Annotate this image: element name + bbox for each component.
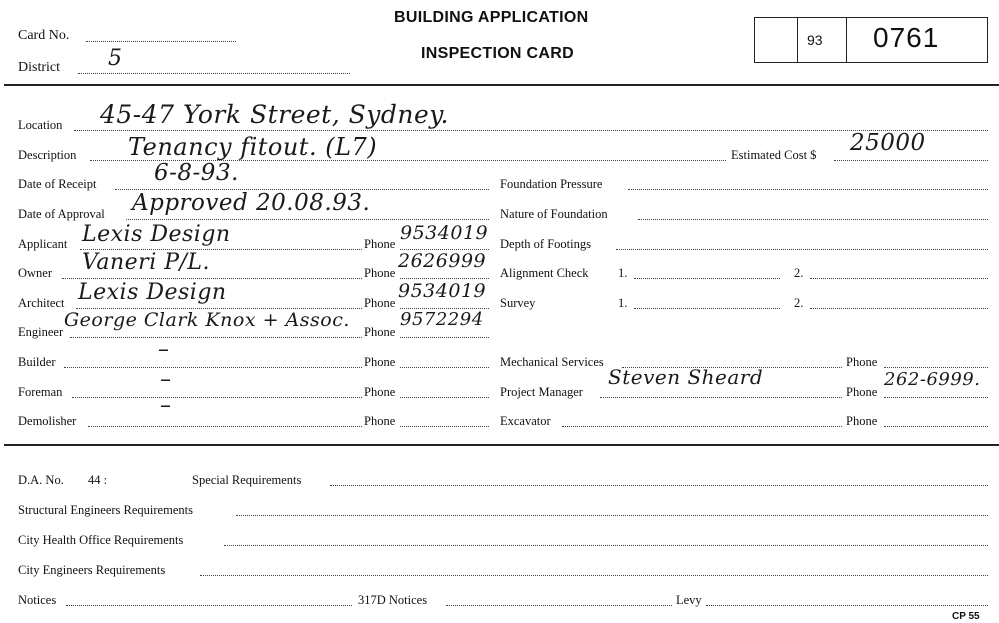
date-receipt-value: 6-8-93. xyxy=(154,160,239,186)
district-value: 5 xyxy=(108,46,123,71)
card-number: 0761 xyxy=(873,22,940,53)
owner-dots xyxy=(62,278,362,279)
bottom-divider xyxy=(4,444,999,446)
survey-label: Survey xyxy=(500,296,536,310)
card-number-box xyxy=(754,17,988,63)
estimated-cost-label: Estimated Cost $ xyxy=(731,148,817,162)
builder-dots xyxy=(64,367,362,368)
special-requirements-dots xyxy=(330,485,988,486)
title-line-1: BUILDING APPLICATION xyxy=(394,9,589,26)
estimated-cost-value: 25000 xyxy=(850,130,926,156)
date-approval-value: Approved 20.08.93. xyxy=(132,190,371,216)
survey-item-2-dots xyxy=(810,308,988,309)
builder-value: – xyxy=(158,337,170,362)
project-manager-label: Project Manager xyxy=(500,385,583,399)
engineer-phone-value: 9572294 xyxy=(400,309,484,330)
health-label: City Health Office Requirements xyxy=(18,533,184,547)
alignment-item-2: 2. xyxy=(794,266,804,280)
district-label: District xyxy=(18,60,60,75)
district-dots xyxy=(78,73,350,74)
applicant-phone-label: Phone xyxy=(364,237,396,251)
foundation-pressure-label: Foundation Pressure xyxy=(500,177,603,191)
card-no-label: Card No. xyxy=(18,28,70,43)
applicant-label: Applicant xyxy=(18,237,68,251)
demolisher-label: Demolisher xyxy=(18,414,77,428)
foreman-dots xyxy=(72,397,362,398)
engineer-label: Engineer xyxy=(18,325,64,339)
excavator-dots xyxy=(562,426,842,427)
architect-phone-value: 9534019 xyxy=(398,280,487,302)
project-manager-dots xyxy=(600,397,842,398)
form-code: CP 55 xyxy=(952,611,980,622)
foreman-phone-dots xyxy=(400,397,489,398)
notices-dots xyxy=(66,605,352,606)
notices-317d-label: 317D Notices xyxy=(358,593,428,607)
alignment-check-label: Alignment Check xyxy=(500,266,589,280)
location-value: 45-47 York Street, Sydney. xyxy=(100,100,449,129)
date-receipt-label: Date of Receipt xyxy=(18,177,97,191)
card-no-dots xyxy=(86,41,236,42)
engineers-dots xyxy=(200,575,988,576)
demolisher-value: – xyxy=(160,393,172,418)
applicant-value: Lexis Design xyxy=(82,222,231,247)
title-line-2: INSPECTION CARD xyxy=(421,45,574,62)
engineer-value: George Clark Knox + Assoc. xyxy=(64,309,350,331)
structural-label: Structural Engineers Requirements xyxy=(18,503,193,517)
engineer-dots xyxy=(70,337,362,338)
structural-dots xyxy=(236,515,988,516)
alignment-item-1: 1. xyxy=(618,266,628,280)
owner-label: Owner xyxy=(18,266,53,280)
builder-phone-label: Phone xyxy=(364,355,396,369)
demolisher-phone-label: Phone xyxy=(364,414,396,428)
demolisher-dots xyxy=(88,426,362,427)
top-divider xyxy=(4,84,999,86)
survey-item-1-dots xyxy=(634,308,780,309)
builder-phone-dots xyxy=(400,367,489,368)
levy-label: Levy xyxy=(676,593,702,607)
estimated-cost-dots xyxy=(834,160,988,161)
architect-label: Architect xyxy=(18,296,65,310)
mechanical-label: Mechanical Services xyxy=(500,355,604,369)
special-requirements-label: Special Requirements xyxy=(192,473,302,487)
architect-phone-label: Phone xyxy=(364,296,396,310)
excavator-label: Excavator xyxy=(500,414,551,428)
engineers-label: City Engineers Requirements xyxy=(18,563,166,577)
health-dots xyxy=(224,545,988,546)
depth-footings-dots xyxy=(616,249,988,250)
owner-phone-dots xyxy=(400,278,489,279)
survey-item-1: 1. xyxy=(618,296,628,310)
date-approval-label: Date of Approval xyxy=(18,207,105,221)
excavator-phone-dots xyxy=(884,426,988,427)
notices-317d-dots xyxy=(446,605,672,606)
project-manager-phone-dots xyxy=(884,397,988,398)
foreman-label: Foreman xyxy=(18,385,63,399)
date-approval-dots xyxy=(126,219,489,220)
engineer-phone-label: Phone xyxy=(364,325,396,339)
alignment-item-1-dots xyxy=(634,278,780,279)
survey-item-2: 2. xyxy=(794,296,804,310)
owner-phone-label: Phone xyxy=(364,266,396,280)
da-no-label: D.A. No. xyxy=(18,473,64,487)
location-label: Location xyxy=(18,118,63,132)
alignment-item-2-dots xyxy=(810,278,988,279)
demolisher-phone-dots xyxy=(400,426,489,427)
foundation-pressure-dots xyxy=(628,189,988,190)
nature-foundation-label: Nature of Foundation xyxy=(500,207,608,221)
owner-value: Vaneri P/L. xyxy=(82,250,211,275)
levy-dots xyxy=(706,605,988,606)
notices-label: Notices xyxy=(18,593,57,607)
nature-foundation-dots xyxy=(638,219,988,220)
foreman-phone-label: Phone xyxy=(364,385,396,399)
project-manager-phone-label: Phone xyxy=(846,385,878,399)
excavator-phone-label: Phone xyxy=(846,414,878,428)
engineer-phone-dots xyxy=(400,337,489,338)
architect-value: Lexis Design xyxy=(78,280,227,305)
description-value: Tenancy fitout. (L7) xyxy=(128,133,378,161)
mechanical-phone-label: Phone xyxy=(846,355,878,369)
depth-footings-label: Depth of Footings xyxy=(500,237,591,251)
owner-phone-value: 2626999 xyxy=(398,250,487,272)
applicant-phone-value: 9534019 xyxy=(400,222,489,244)
description-label: Description xyxy=(18,148,77,162)
card-number-prefix: 93 xyxy=(807,32,823,48)
project-manager-value: Steven Sheard xyxy=(608,365,764,389)
da-no-value: 44 : xyxy=(88,473,108,487)
foreman-value: – xyxy=(160,367,172,392)
mechanical-phone-dots xyxy=(884,367,988,368)
project-manager-phone-value: 262-6999. xyxy=(884,369,981,390)
builder-label: Builder xyxy=(18,355,56,369)
